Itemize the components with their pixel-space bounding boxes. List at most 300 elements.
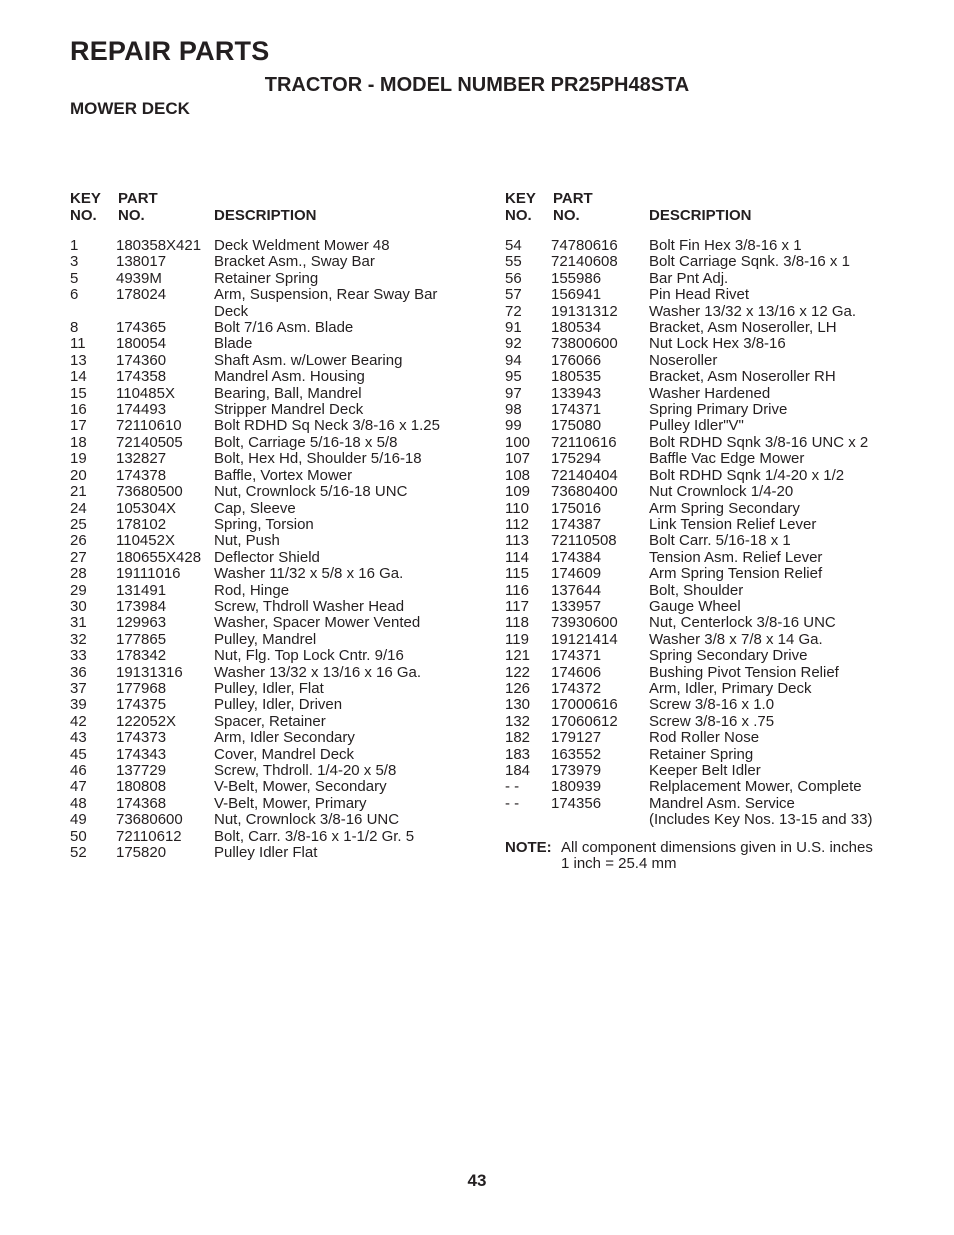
part-number: 72110508 bbox=[551, 532, 617, 550]
part-number: 73800600 bbox=[551, 335, 618, 353]
part-number: 180535 bbox=[551, 368, 602, 386]
part-description: Rod, Hinge bbox=[214, 581, 290, 599]
key-number: 115 bbox=[505, 565, 529, 583]
table-row bbox=[70, 648, 470, 664]
key-number: 52 bbox=[70, 844, 87, 862]
part-number: 174384 bbox=[551, 548, 602, 566]
table-row bbox=[70, 845, 470, 861]
part-number: 19121414 bbox=[551, 630, 618, 648]
part-description: Bolt RDHD Sq Neck 3/8-16 x 1.25 bbox=[214, 417, 440, 435]
part-number: 174343 bbox=[116, 745, 167, 763]
part-number: 156941 bbox=[551, 286, 602, 304]
part-number: 110452X bbox=[116, 532, 175, 550]
key-number: 20 bbox=[70, 466, 87, 484]
part-description: Retainer Spring bbox=[649, 745, 754, 763]
part-description: Cover, Mandrel Deck bbox=[214, 745, 355, 763]
part-number: 174371 bbox=[551, 401, 602, 419]
part-number: 174356 bbox=[551, 794, 602, 812]
part-number: 180808 bbox=[116, 778, 167, 796]
table-row bbox=[70, 468, 470, 484]
part-description: Screw 3/8-16 x .75 bbox=[649, 712, 775, 730]
key-number: 54 bbox=[505, 237, 522, 254]
part-header-bottom: NO. bbox=[553, 207, 580, 224]
part-description: Stripper Mandrel Deck bbox=[214, 401, 364, 419]
key-number: 122 bbox=[505, 663, 531, 681]
table-row bbox=[70, 632, 470, 648]
part-number: 129963 bbox=[116, 614, 167, 632]
description-header: DESCRIPTION bbox=[649, 207, 752, 224]
part-description: Spring, Torsion bbox=[214, 515, 314, 533]
part-description: Rod Roller Nose bbox=[649, 729, 760, 747]
part-number: 72110612 bbox=[116, 827, 182, 845]
part-number: 110485X bbox=[116, 384, 175, 402]
key-number: 28 bbox=[70, 565, 87, 583]
key-number: 1 bbox=[70, 237, 79, 254]
table-row bbox=[70, 320, 470, 336]
table-row bbox=[70, 271, 470, 287]
table-row bbox=[505, 386, 905, 402]
part-description: Mandrel Asm. Housing bbox=[214, 368, 365, 386]
part-number: 174358 bbox=[116, 368, 167, 386]
part-number: 72110610 bbox=[116, 417, 182, 435]
table-row bbox=[505, 714, 905, 730]
table-row bbox=[70, 550, 470, 566]
table-row bbox=[505, 517, 905, 533]
key-number: 24 bbox=[70, 499, 87, 517]
key-number: 72 bbox=[505, 302, 522, 320]
table-header bbox=[505, 190, 905, 226]
table-row bbox=[70, 435, 470, 451]
part-description: Nut, Crownlock 3/8-16 UNC bbox=[214, 811, 400, 829]
table-row bbox=[70, 796, 470, 812]
part-number: 72140608 bbox=[551, 253, 618, 271]
table-row bbox=[505, 484, 905, 500]
part-description: Screw, Thdroll Washer Head bbox=[214, 597, 405, 615]
part-description-continued: (Includes Key Nos. 13-15 and 33) bbox=[649, 811, 873, 829]
part-description: Arm, Suspension, Rear Sway Bar bbox=[214, 286, 438, 304]
table-row bbox=[505, 533, 905, 549]
key-header-bottom: NO. bbox=[70, 207, 97, 224]
table-row bbox=[505, 730, 905, 746]
part-number: 122052X bbox=[116, 712, 177, 730]
key-number: 56 bbox=[505, 269, 522, 287]
part-description: Bar Pnt Adj. bbox=[649, 269, 729, 287]
key-number: 116 bbox=[505, 581, 529, 599]
part-number: 72140404 bbox=[551, 466, 618, 484]
part-description: Pin Head Rivet bbox=[649, 286, 750, 304]
part-description: Baffle, Vortex Mower bbox=[214, 466, 353, 484]
table-row bbox=[505, 763, 905, 779]
key-number: 13 bbox=[70, 351, 87, 369]
part-number: 180534 bbox=[551, 319, 602, 337]
part-number: 173984 bbox=[116, 597, 167, 615]
table-row bbox=[505, 550, 905, 566]
key-number: 25 bbox=[70, 515, 87, 533]
part-number: 175016 bbox=[551, 499, 602, 517]
part-description: Washer 3/8 x 7/8 x 14 Ga. bbox=[649, 630, 823, 648]
part-number: 17060612 bbox=[551, 712, 618, 730]
parts-list-left bbox=[70, 238, 470, 861]
part-number: 72110616 bbox=[551, 433, 617, 451]
table-row bbox=[70, 665, 470, 681]
table-row bbox=[505, 566, 905, 582]
part-description: Link Tension Relief Lever bbox=[649, 515, 817, 533]
part-number: 174365 bbox=[116, 319, 167, 337]
table-row bbox=[70, 829, 470, 845]
part-number: 176066 bbox=[551, 351, 602, 369]
part-description: Bolt, Shoulder bbox=[649, 581, 744, 599]
key-number: 18 bbox=[70, 433, 87, 451]
table-row bbox=[70, 812, 470, 828]
part-number: 73930600 bbox=[551, 614, 618, 632]
table-row bbox=[505, 796, 905, 829]
part-number: 174375 bbox=[116, 696, 167, 714]
table-row bbox=[70, 238, 470, 254]
table-row bbox=[70, 583, 470, 599]
part-description: Bolt Carr. 5/16-18 x 1 bbox=[649, 532, 791, 550]
part-number: 74780616 bbox=[551, 237, 618, 254]
part-description: Nut, Flg. Top Lock Cntr. 9/16 bbox=[214, 647, 404, 665]
part-number: 19111016 bbox=[116, 565, 181, 583]
table-row bbox=[505, 320, 905, 336]
part-header-top: PART bbox=[553, 190, 593, 207]
table-row bbox=[70, 779, 470, 795]
part-number: 131491 bbox=[116, 581, 167, 599]
key-number: 97 bbox=[505, 384, 522, 402]
part-number: 174360 bbox=[116, 351, 167, 369]
key-number: 11 bbox=[70, 335, 86, 353]
part-number: 180358X421 bbox=[116, 237, 202, 254]
key-header-top: KEY bbox=[70, 190, 101, 207]
key-number: 8 bbox=[70, 319, 79, 337]
part-description: Arm, Idler Secondary bbox=[214, 729, 355, 747]
table-row bbox=[70, 615, 470, 631]
key-number: 130 bbox=[505, 696, 531, 714]
page-title: REPAIR PARTS bbox=[70, 36, 270, 66]
part-number: 137644 bbox=[551, 581, 602, 599]
part-number: 133943 bbox=[551, 384, 602, 402]
key-number: 107 bbox=[505, 450, 531, 468]
table-row bbox=[70, 599, 470, 615]
key-number: 114 bbox=[505, 548, 529, 566]
table-row bbox=[70, 566, 470, 582]
part-number: 163552 bbox=[551, 745, 602, 763]
table-row bbox=[505, 697, 905, 713]
part-number: 175080 bbox=[551, 417, 602, 435]
table-row bbox=[505, 451, 905, 467]
table-row bbox=[70, 517, 470, 533]
key-number: 36 bbox=[70, 663, 87, 681]
part-description: Mandrel Asm. Service bbox=[649, 794, 795, 812]
part-number: 4939M bbox=[116, 269, 162, 287]
part-description: Spacer, Retainer bbox=[214, 712, 326, 730]
part-number: 174387 bbox=[551, 515, 602, 533]
key-number: 183 bbox=[505, 745, 531, 763]
part-description: Nut, Push bbox=[214, 532, 280, 550]
table-row bbox=[70, 697, 470, 713]
parts-table-left bbox=[70, 190, 470, 861]
part-number: 174378 bbox=[116, 466, 167, 484]
part-description: Tension Asm. Relief Lever bbox=[649, 548, 823, 566]
part-description: Deflector Shield bbox=[214, 548, 320, 566]
part-description: Deck Weldment Mower 48 bbox=[214, 237, 390, 254]
parts-list-right bbox=[505, 238, 905, 829]
part-header-top: PART bbox=[118, 190, 158, 207]
key-number: 132 bbox=[505, 712, 531, 730]
table-row bbox=[70, 484, 470, 500]
key-number: 98 bbox=[505, 401, 522, 419]
part-number: 179127 bbox=[551, 729, 602, 747]
key-number: 50 bbox=[70, 827, 87, 845]
part-description: Screw 3/8-16 x 1.0 bbox=[649, 696, 775, 714]
key-number: 92 bbox=[505, 335, 522, 353]
table-row bbox=[505, 501, 905, 517]
description-header: DESCRIPTION bbox=[214, 207, 317, 224]
part-description: V-Belt, Mower, Secondary bbox=[214, 778, 387, 796]
table-row bbox=[70, 747, 470, 763]
part-number: 133957 bbox=[551, 597, 602, 615]
key-number: 117 bbox=[505, 597, 529, 615]
part-description: Nut Lock Hex 3/8-16 bbox=[649, 335, 786, 353]
part-number: 174606 bbox=[551, 663, 602, 681]
key-number: 108 bbox=[505, 466, 531, 484]
key-number: 94 bbox=[505, 351, 522, 369]
table-row bbox=[505, 648, 905, 664]
part-description: Baffle Vac Edge Mower bbox=[649, 450, 805, 468]
part-description: Gauge Wheel bbox=[649, 597, 741, 615]
table-header bbox=[70, 190, 470, 226]
table-row bbox=[70, 418, 470, 434]
part-description: Bolt RDHD Sqnk 3/8-16 UNC x 2 bbox=[649, 433, 869, 451]
key-number: 112 bbox=[505, 515, 529, 533]
table-row bbox=[505, 336, 905, 352]
table-row bbox=[505, 254, 905, 270]
key-number: 42 bbox=[70, 712, 87, 730]
part-description: Nut, Centerlock 3/8-16 UNC bbox=[649, 614, 836, 632]
part-description: Bracket Asm., Sway Bar bbox=[214, 253, 375, 271]
table-row bbox=[505, 402, 905, 418]
part-description: Bushing Pivot Tension Relief bbox=[649, 663, 839, 681]
table-row bbox=[505, 468, 905, 484]
dimensions-note bbox=[505, 840, 905, 872]
table-row bbox=[505, 583, 905, 599]
table-row bbox=[70, 533, 470, 549]
key-number: 29 bbox=[70, 581, 87, 599]
table-row bbox=[505, 287, 905, 303]
part-number: 174368 bbox=[116, 794, 167, 812]
part-number: 178102 bbox=[116, 515, 167, 533]
key-number: 16 bbox=[70, 401, 87, 419]
part-description: Bracket, Asm Noseroller, LH bbox=[649, 319, 837, 337]
part-description: Nut, Crownlock 5/16-18 UNC bbox=[214, 483, 408, 501]
key-number: 46 bbox=[70, 762, 87, 779]
note-line-2: 1 inch = 25.4 mm bbox=[561, 854, 677, 872]
part-number: 73680600 bbox=[116, 811, 183, 829]
part-number: 180054 bbox=[116, 335, 167, 353]
part-description-continued: Deck bbox=[214, 302, 249, 320]
key-number: 57 bbox=[505, 286, 522, 304]
part-number: 105304X bbox=[116, 499, 177, 517]
part-description: Washer Hardened bbox=[649, 384, 771, 402]
key-number: 182 bbox=[505, 729, 531, 747]
table-row bbox=[505, 271, 905, 287]
table-row bbox=[70, 730, 470, 746]
table-row bbox=[70, 714, 470, 730]
part-description: Arm Spring Tension Relief bbox=[649, 565, 823, 583]
table-row bbox=[505, 632, 905, 648]
key-number: 95 bbox=[505, 368, 522, 386]
part-number: 72140505 bbox=[116, 433, 183, 451]
part-description: Bolt, Carriage 5/16-18 x 5/8 bbox=[214, 433, 398, 451]
key-number: 121 bbox=[505, 647, 531, 665]
part-number: 174371 bbox=[551, 647, 602, 665]
model-subtitle: TRACTOR - MODEL NUMBER PR25PH48STA bbox=[264, 74, 690, 96]
table-row bbox=[70, 353, 470, 369]
table-row bbox=[70, 501, 470, 517]
key-number: 6 bbox=[70, 286, 79, 304]
key-number: 47 bbox=[70, 778, 87, 796]
key-number: 17 bbox=[70, 417, 87, 435]
part-description: Washer 13/32 x 13/16 x 16 Ga. bbox=[214, 663, 422, 681]
key-number: 30 bbox=[70, 597, 87, 615]
part-number: 178024 bbox=[116, 286, 167, 304]
key-number: 5 bbox=[70, 269, 79, 287]
part-description: Bolt 7/16 Asm. Blade bbox=[214, 319, 354, 337]
table-row bbox=[505, 615, 905, 631]
part-number: 175294 bbox=[551, 450, 602, 468]
key-number: 31 bbox=[70, 614, 87, 632]
table-row bbox=[505, 238, 905, 254]
part-number: 180655X428 bbox=[116, 548, 202, 566]
part-description: Bolt Carriage Sqnk. 3/8-16 x 1 bbox=[649, 253, 850, 271]
key-number: 27 bbox=[70, 548, 87, 566]
key-number: 55 bbox=[505, 253, 522, 271]
key-number: 15 bbox=[70, 384, 87, 402]
key-number: 39 bbox=[70, 696, 87, 714]
key-number: 110 bbox=[505, 499, 529, 517]
part-description: Arm, Idler, Primary Deck bbox=[649, 679, 812, 697]
part-number: 174493 bbox=[116, 401, 167, 419]
key-number: 3 bbox=[70, 253, 79, 271]
part-description: Keeper Belt Idler bbox=[649, 762, 761, 779]
part-number: 180939 bbox=[551, 778, 602, 796]
part-description: Pulley, Idler, Flat bbox=[214, 679, 324, 697]
key-number: 33 bbox=[70, 647, 87, 665]
table-row bbox=[70, 254, 470, 270]
part-description: Bolt, Hex Hd, Shoulder 5/16-18 bbox=[214, 450, 422, 468]
part-number: 138017 bbox=[116, 253, 167, 271]
key-number: 21 bbox=[70, 483, 87, 501]
key-number: 26 bbox=[70, 532, 87, 550]
key-number: 109 bbox=[505, 483, 531, 501]
note-line-1: All component dimensions given in U.S. inches bbox=[561, 838, 873, 856]
part-description: Spring Secondary Drive bbox=[649, 647, 808, 665]
key-number: - - bbox=[505, 778, 520, 796]
key-number: 113 bbox=[505, 532, 529, 550]
part-number: 137729 bbox=[116, 762, 167, 779]
table-row bbox=[70, 763, 470, 779]
table-row bbox=[70, 287, 470, 320]
part-description: Shaft Asm. w/Lower Bearing bbox=[214, 351, 403, 369]
table-row bbox=[505, 353, 905, 369]
part-number: 155986 bbox=[551, 269, 602, 287]
part-description: Pulley Idler Flat bbox=[214, 844, 318, 862]
key-number: 99 bbox=[505, 417, 522, 435]
table-row bbox=[505, 418, 905, 434]
table-row bbox=[70, 386, 470, 402]
part-number: 174372 bbox=[551, 679, 602, 697]
part-description: Bolt RDHD Sqnk 1/4-20 x 1/2 bbox=[649, 466, 845, 484]
table-row bbox=[505, 665, 905, 681]
table-row bbox=[505, 304, 905, 320]
key-number: 14 bbox=[70, 368, 87, 386]
part-number: 174373 bbox=[116, 729, 167, 747]
part-number: 177968 bbox=[116, 679, 167, 697]
part-description: Washer 11/32 x 5/8 x 16 Ga. bbox=[214, 565, 404, 583]
part-description: Blade bbox=[214, 335, 253, 353]
key-header-bottom: NO. bbox=[505, 207, 532, 224]
page-number: 43 bbox=[467, 1171, 487, 1190]
part-description: Spring Primary Drive bbox=[649, 401, 788, 419]
key-number: 100 bbox=[505, 433, 531, 451]
part-description: V-Belt, Mower, Primary bbox=[214, 794, 367, 812]
part-description: Bolt Fin Hex 3/8-16 x 1 bbox=[649, 237, 802, 254]
part-number: 132827 bbox=[116, 450, 167, 468]
table-row bbox=[505, 435, 905, 451]
part-number: 17000616 bbox=[551, 696, 618, 714]
part-description: Nut Crownlock 1/4-20 bbox=[649, 483, 794, 501]
part-description: Bolt, Carr. 3/8-16 x 1-1/2 Gr. 5 bbox=[214, 827, 415, 845]
key-number: 126 bbox=[505, 679, 531, 697]
part-description: Relplacement Mower, Complete bbox=[649, 778, 862, 796]
table-row bbox=[70, 681, 470, 697]
part-description: Noseroller bbox=[649, 351, 718, 369]
note-label: NOTE: bbox=[505, 838, 552, 856]
part-number: 177865 bbox=[116, 630, 167, 648]
key-header-top: KEY bbox=[505, 190, 536, 207]
key-number: 91 bbox=[505, 319, 522, 337]
key-number: 43 bbox=[70, 729, 87, 747]
part-description: Pulley, Idler, Driven bbox=[214, 696, 343, 714]
table-row bbox=[505, 681, 905, 697]
part-description: Bracket, Asm Noseroller RH bbox=[649, 368, 836, 386]
part-description: Pulley, Mandrel bbox=[214, 630, 317, 648]
table-row bbox=[505, 599, 905, 615]
part-description: Cap, Sleeve bbox=[214, 499, 296, 517]
table-row bbox=[70, 336, 470, 352]
key-number: 119 bbox=[505, 630, 529, 648]
part-description: Arm Spring Secondary bbox=[649, 499, 800, 517]
key-number: 118 bbox=[505, 614, 529, 632]
part-number: 73680500 bbox=[116, 483, 183, 501]
part-header-bottom: NO. bbox=[118, 207, 145, 224]
section-title: MOWER DECK bbox=[70, 99, 190, 118]
key-number: 48 bbox=[70, 794, 87, 812]
table-row bbox=[70, 402, 470, 418]
part-number: 178342 bbox=[116, 647, 167, 665]
part-number: 73680400 bbox=[551, 483, 618, 501]
part-description: Retainer Spring bbox=[214, 269, 319, 287]
key-number: 49 bbox=[70, 811, 87, 829]
table-row bbox=[505, 369, 905, 385]
table-row bbox=[70, 451, 470, 467]
table-row bbox=[505, 779, 905, 795]
key-number: - - bbox=[505, 794, 520, 812]
part-number: 173979 bbox=[551, 762, 602, 779]
table-row bbox=[505, 747, 905, 763]
part-description: Screw, Thdroll. 1/4-20 x 5/8 bbox=[214, 762, 397, 779]
part-number: 174609 bbox=[551, 565, 602, 583]
